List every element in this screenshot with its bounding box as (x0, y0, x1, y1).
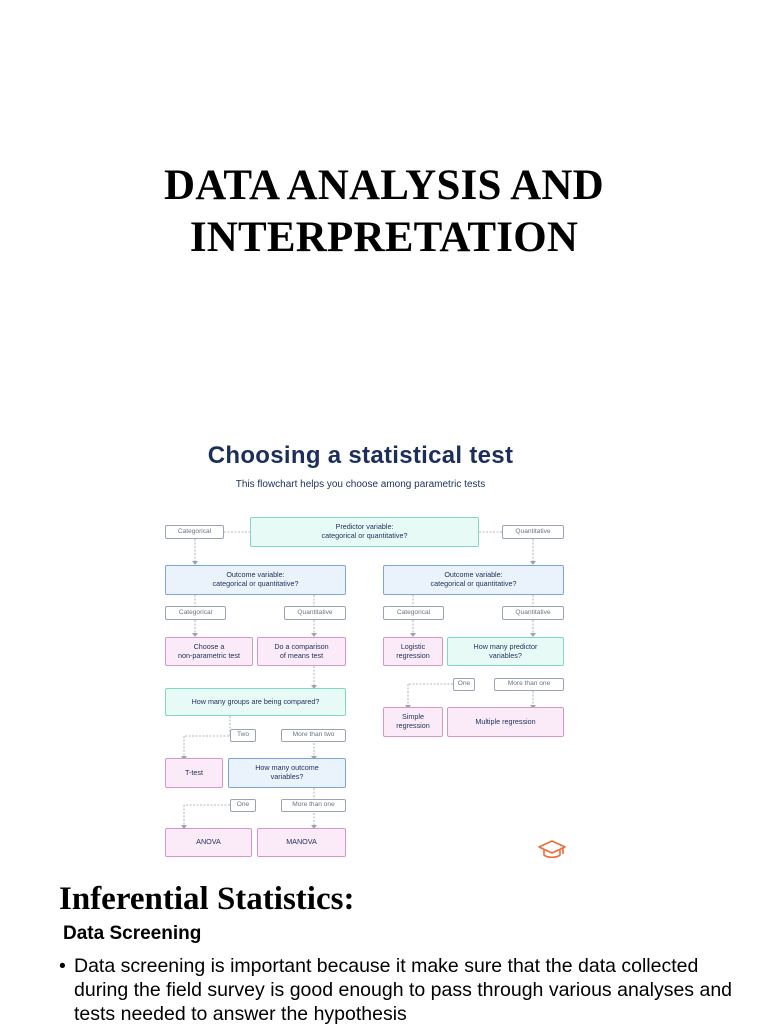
predictor-line-2: categorical or quantitative? (321, 531, 408, 540)
outcome-left-line-1: Outcome variable: (226, 570, 285, 580)
predictors-line-1: How many predictor (473, 641, 538, 651)
multiple-regression-box: Multiple regression (447, 707, 564, 737)
tag-categorical-predictor: Categorical (165, 525, 224, 539)
comparison-line-1: Do a comparison (274, 641, 329, 651)
groups-compared-box: How many groups are being compared? (165, 688, 346, 716)
predictor-line-1: Predictor variable: (335, 522, 394, 532)
outcome-variable-box-right (383, 565, 564, 595)
outcome-count-box (228, 758, 346, 788)
comparison-of-means-box (257, 637, 346, 666)
simple-line-1: Simple (402, 712, 424, 722)
bullet-item (59, 954, 739, 1026)
flowchart-title: Choosing a statistical test (207, 442, 514, 469)
graduation-cap-icon (537, 837, 567, 860)
predictors-line-2: variables? (489, 650, 522, 660)
tag-categorical-right: Categorical (383, 606, 444, 620)
slide-title (0, 160, 768, 264)
tag-quantitative-right: Quantitative (502, 606, 564, 620)
outcomes-line-2: variables? (270, 772, 304, 781)
nonparam-line-2: non-parametric test (178, 650, 240, 660)
outcome-right-line-2: categorical or quantitative? (430, 579, 517, 588)
t-test-box: T-test (165, 758, 223, 788)
tag-more-than-one-outcome: More than one (281, 799, 346, 812)
tag-categorical-left: Categorical (165, 606, 226, 620)
outcomes-line-1: How many outcome (255, 763, 319, 773)
tag-quantitative-left: Quantitative (284, 606, 346, 620)
predictor-variable-box (250, 517, 479, 547)
tag-more-than-two-groups: More than two (281, 729, 346, 742)
anova-box: ANOVA (165, 828, 252, 857)
logistic-line-2: regression (396, 650, 430, 660)
tag-quantitative-predictor: Quantitative (502, 525, 564, 539)
flowchart-subtitle: This flowchart helps you choose among parametric tests (235, 479, 486, 490)
simple-regression-box (383, 707, 443, 737)
predictor-count-box (447, 637, 564, 666)
section-heading: Inferential Statistics: (59, 881, 355, 917)
outcome-right-line-1: Outcome variable: (444, 570, 503, 580)
manova-box: MANOVA (257, 828, 346, 857)
bullet-symbol: • (59, 955, 66, 977)
tag-one-outcome: One (230, 799, 256, 812)
tag-one-predictor: One (453, 678, 475, 691)
sub-heading: Data Screening (63, 923, 202, 944)
comparison-line-2: of means test (279, 650, 324, 660)
slide-title-line-2: INTERPRETATION (189, 214, 579, 261)
simple-line-2: regression (396, 721, 430, 730)
nonparam-line-1: Choose a (193, 641, 225, 651)
outcome-variable-box-left (165, 565, 346, 595)
logistic-line-1: Logistic (400, 641, 426, 651)
logistic-regression-box (383, 637, 443, 666)
tag-more-than-one-predictor: More than one (494, 678, 564, 691)
outcome-left-line-2: categorical or quantitative? (212, 579, 299, 588)
bullet-text: Data screening is important because it make sure that the data collected during the field survey is good enough to pass through various analyses and tests needed to answer the hypothesis (74, 955, 733, 1025)
tag-two-groups: Two (230, 729, 256, 742)
nonparametric-test-box (165, 637, 253, 666)
statistical-test-flowchart (146, 437, 575, 860)
slide-title-line-1: DATA ANALYSIS AND (164, 162, 604, 209)
